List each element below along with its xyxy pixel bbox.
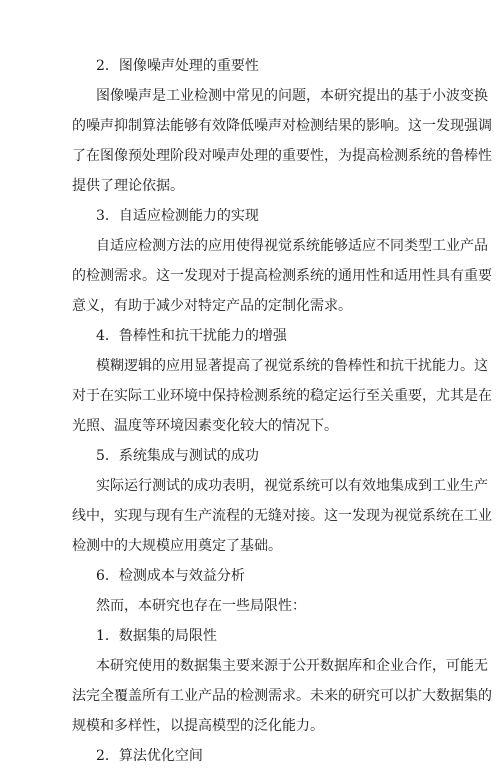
paragraph-line: 了在图像预处理阶段对噪声处理的重要性，为提高检测系统的鲁棒性 xyxy=(72,148,492,164)
paragraph-line: 本研究使用的数据集主要来源于公开数据库和企业合作，可能无 xyxy=(96,658,488,674)
paragraph-line: 然而，本研究也存在一些局限性： xyxy=(96,598,306,614)
paragraph-line: 光照、温度等环境因素变化较大的情况下。 xyxy=(72,418,338,434)
section-heading: 3．自适应检测能力的实现 xyxy=(96,208,259,224)
section-heading: 5．系统集成与测试的成功 xyxy=(96,448,259,464)
paragraph-line: 模糊逻辑的应用显著提高了视觉系统的鲁棒性和抗干扰能力。这 xyxy=(96,358,488,374)
section-heading: 6．检测成本与效益分析 xyxy=(96,568,245,584)
section-heading: 2．图像噪声处理的重要性 xyxy=(96,58,259,74)
section-heading: 2．算法优化空间 xyxy=(96,748,203,764)
paragraph-line: 法完全覆盖所有工业产品的检测需求。未来的研究可以扩大数据集的 xyxy=(72,688,492,704)
section-heading: 4．鲁棒性和抗干扰能力的增强 xyxy=(96,328,287,344)
paragraph-line: 的检测需求。这一发现对于提高检测系统的通用性和适用性具有重要 xyxy=(72,268,492,284)
paragraph-line: 意义，有助于减少对特定产品的定制化需求。 xyxy=(72,298,352,314)
paragraph-line: 检测中的大规模应用奠定了基础。 xyxy=(72,538,282,554)
paragraph-line: 规模和多样性，以提高模型的泛化能力。 xyxy=(72,718,324,734)
paragraph-line: 自适应检测方法的应用使得视觉系统能够适应不同类型工业产品 xyxy=(96,238,488,254)
paragraph-line: 对于在实际工业环境中保持检测系统的稳定运行至关重要，尤其是在 xyxy=(72,388,492,404)
section-heading: 1．数据集的局限性 xyxy=(96,628,217,644)
paragraph-line: 实际运行测试的成功表明，视觉系统可以有效地集成到工业生产 xyxy=(96,478,488,494)
paragraph-line: 提供了理论依据。 xyxy=(72,178,184,194)
paragraph-line: 的噪声抑制算法能够有效降低噪声对检测结果的影响。这一发现强调 xyxy=(72,118,492,134)
paragraph-line: 线中，实现与现有生产流程的无缝对接。这一发现为视觉系统在工业 xyxy=(72,508,492,524)
paragraph-line: 图像噪声是工业检测中常见的问题，本研究提出的基于小波变换 xyxy=(96,88,488,104)
